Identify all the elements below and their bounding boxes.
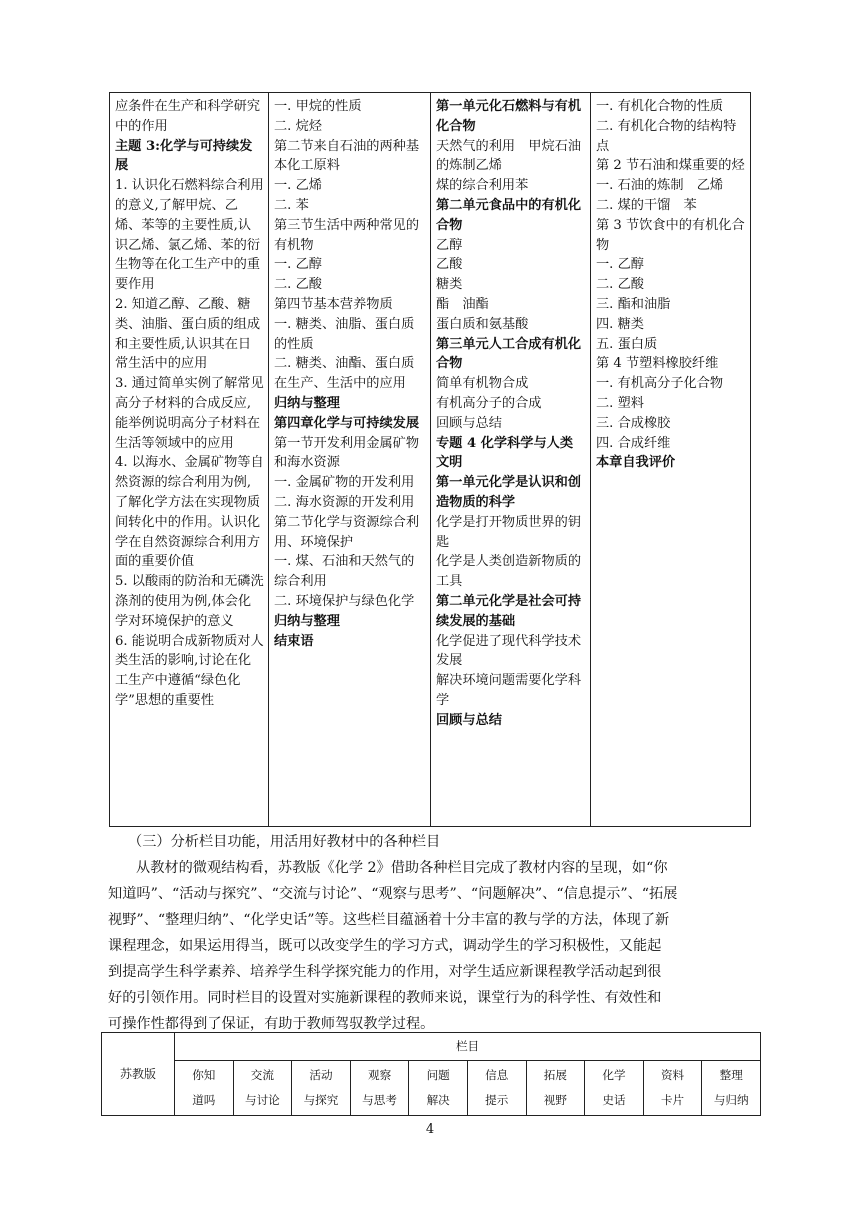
cell-line: 一. 甲烷的性质: [274, 99, 362, 114]
cell-line: 一. 糖类、油脂、蛋白质的性质: [274, 316, 415, 352]
column-item-cell: [702, 1061, 761, 1116]
cell-line: 五. 蛋白质: [596, 336, 658, 352]
section-title: 结束语: [274, 633, 314, 649]
cell-line: 煤的综合利用苯: [436, 178, 529, 194]
column-item-cell: [175, 1061, 234, 1116]
cell-line: 一. 石油的炼制 乙烯: [596, 178, 724, 194]
paragraph-line: 到提高学生科学素养、培养学生科学探究能力的作用，对学生适应新课程教学活动起到很: [108, 964, 662, 980]
table-row: [102, 1061, 761, 1116]
cell-line: 第二节化学与资源综合利用、环境保护: [274, 514, 420, 550]
cell-line: 第 4 节塑料橡胶纤维: [596, 356, 719, 372]
cell-line: 一. 煤、石油和天然气的综合利用: [274, 554, 415, 590]
column-item-line: 与思考: [362, 1093, 397, 1107]
cell-line: 二. 环境保护与绿色化学: [274, 593, 415, 609]
column-item-cell: [233, 1061, 292, 1116]
cell-line: 一. 金属矿物的开发利用: [274, 475, 415, 491]
column-item-line: 化学: [602, 1068, 626, 1082]
cell-line: 二. 海水资源的开发利用: [274, 494, 415, 510]
column-item-line: 问题: [426, 1068, 450, 1082]
section-title: 第四章化学与可持续发展: [274, 415, 420, 431]
cell-line: 乙醇: [436, 237, 463, 253]
paragraph-line: 好的引领作用。同时栏目的设置对实施新课程的教师来说，课堂行为的科学性、有效性和: [108, 990, 662, 1006]
column-item-line: 观察: [367, 1068, 392, 1082]
section-title: 第二单元食品中的有机化合物: [436, 197, 582, 233]
section-title: 归纳与整理: [274, 613, 340, 629]
column-item-cell: [467, 1061, 526, 1116]
column-item-cell: [292, 1061, 351, 1116]
column-item-line: 解决: [426, 1093, 450, 1107]
cell-line: 三. 合成橡胶: [596, 415, 671, 431]
cell-line: 第四节基本营养物质: [274, 296, 393, 312]
cell-line: 解决环境问题需要化学科学: [436, 673, 582, 708]
column-item-line: 道吗: [192, 1093, 216, 1107]
column-item-line: 卡片: [660, 1093, 685, 1107]
column-item-line: 史话: [602, 1093, 626, 1107]
column-item-line: 整理: [719, 1068, 743, 1082]
cell-line: 5. 以酸雨的防治和无磷洗涤剂的使用为例,体会化学对环境保护的意义: [115, 574, 264, 629]
section-title: 第一单元化石燃料与有机化合物: [436, 99, 582, 134]
cell-line: 二. 糖类、油酯、蛋白质在生产、生活中的应用: [274, 356, 415, 392]
section-title: 专题 4 化学科学与人类文明: [436, 435, 574, 471]
cell-line: 二. 乙酸: [274, 277, 322, 293]
renjiao-edition-column-cell: [269, 93, 431, 827]
paragraph-line: 从教材的微观结构看，苏教版《化学 2》借助各种栏目完成了教材内容的呈现，如“你: [136, 860, 668, 876]
cell-line: 回顾与总结: [436, 415, 502, 431]
section-title: 第二单元化学是社会可持续发展的基础: [436, 593, 582, 629]
cell-line: 二. 塑料: [596, 395, 644, 411]
section-title: 主题 3:化学与可持续发展: [115, 138, 253, 174]
column-item-line: 提示: [485, 1093, 509, 1107]
cell-line: 第 3 节饮食中的有机化合物: [596, 217, 745, 253]
cell-line: 第一节开发利用金属矿物和海水资源: [274, 435, 420, 471]
cell-line: 蛋白质和氨基酸: [436, 316, 529, 332]
cell-line: 1. 认识化石燃料综合利用的意义,了解甲烷、乙烯、苯等的主要性质,认识乙烯、氯乙烯、苯的衍生物等在化工生产中的重要作用: [115, 178, 264, 293]
cell-line: 一. 乙醇: [274, 257, 322, 273]
column-item-line: 与讨论: [244, 1093, 280, 1107]
cell-line: 6. 能说明合成新物质对人类生活的影响,讨论在化工生产中遵循“绿色化学”思想的重要性: [115, 633, 264, 708]
column-item-cell: [350, 1061, 409, 1116]
cell-line: 乙酸: [436, 257, 463, 273]
column-item-cell: [643, 1061, 702, 1116]
column-item-line: 你知: [192, 1068, 216, 1082]
cell-line: 第二节来自石油的两种基本化工原料: [274, 138, 420, 174]
cell-line: 三. 酯和油脂: [596, 296, 671, 312]
columns-header-cell: 栏目: [175, 1033, 761, 1061]
paragraph-line: 可操作性都得到了保证，有助于教师驾驭教学过程。: [108, 1016, 435, 1032]
cell-line: 一. 乙烯: [274, 178, 322, 194]
cell-line: 应条件在生产和科学研究中的作用: [115, 99, 261, 134]
lujiao-edition-column-cell: [591, 93, 751, 827]
column-item-line: 拓展: [543, 1068, 567, 1082]
sujiao-edition-column-cell: [431, 93, 591, 827]
edition-cell: 苏教版: [102, 1033, 175, 1116]
cell-line: 简单有机物合成: [436, 376, 529, 392]
paragraph-line: 课程理念，如果运用得当，既可以改变学生的学习方式，调动学生的学习积极性，又能起: [108, 938, 662, 954]
cell-line: 酯 油酯: [436, 296, 489, 312]
column-item-line: 视野: [543, 1093, 567, 1107]
column-item-line: 信息: [485, 1068, 509, 1082]
cell-line: 化学是人类创造新物质的工具: [436, 554, 582, 590]
table-row: [110, 93, 751, 827]
cell-line: 四. 糖类: [596, 316, 644, 332]
cell-line: 有机高分子的合成: [436, 395, 542, 411]
cell-line: 一. 有机高分子化合物: [596, 376, 724, 392]
column-item-line: 活动: [309, 1068, 333, 1082]
cell-line: 二. 苯: [274, 197, 309, 213]
cell-line: 第 2 节石油和煤重要的烃: [596, 158, 745, 174]
section-title: 本章自我评价: [596, 455, 676, 471]
cell-line: 二. 有机化合物的结构特点: [596, 118, 737, 154]
column-item-cell: [526, 1061, 585, 1116]
cell-line: 二. 乙酸: [596, 277, 644, 293]
paragraph-line: 视野”、“整理归纳”、“化学史话”等。这些栏目蕴涵着十分丰富的教与学的方法，体现了新: [108, 912, 670, 928]
cell-line: 二. 煤的干馏 苯: [596, 197, 697, 213]
page-number: 4: [425, 1122, 435, 1137]
column-item-line: 与归纳: [713, 1093, 749, 1107]
curriculum-comparison-table: [109, 92, 751, 827]
paragraph-line: 知道吗”、“活动与探究”、“交流与讨论”、“观察与思考”、“问题解决”、“信息提示”、“拓展: [108, 886, 678, 902]
column-item-line: 与探究: [303, 1093, 339, 1107]
section-text: [108, 829, 751, 1037]
cell-line: 化学是打开物质世界的钥匙: [436, 514, 582, 550]
section-heading: （三）分析栏目功能，用活用好教材中的各种栏目: [128, 834, 441, 850]
cell-line: 2. 知道乙醇、乙酸、糖类、油脂、蛋白质的组成和主要性质,认识其在日常生活中的应用: [115, 296, 261, 372]
cell-line: 4. 以海水、金属矿物等自然资源的综合利用为例,了解化学方法在实现物质间转化中的作用。认识化学在自然资源综合利用方面的重要价值: [115, 455, 264, 570]
column-item-cell: [409, 1061, 468, 1116]
column-item-cell: [585, 1061, 644, 1116]
section-title: 回顾与总结: [436, 712, 502, 728]
cell-line: 化学促进了现代科学技术发展: [436, 633, 582, 669]
textbook-columns-table: [101, 1032, 761, 1116]
column-item-line: 交流: [250, 1068, 274, 1082]
section-title: 归纳与整理: [274, 395, 340, 411]
cell-line: 一. 有机化合物的性质: [596, 99, 724, 114]
cell-line: 四. 合成纤维: [596, 435, 671, 451]
cell-line: 3. 通过简单实例了解常见高分子材料的合成反应,能举例说明高分子材料在生活等领域中的应用: [115, 376, 264, 451]
section-title: 第三单元人工合成有机化合物: [436, 336, 582, 372]
cell-line: 第三节生活中两种常见的有机物: [274, 217, 420, 253]
cell-line: 糖类: [436, 277, 463, 293]
cell-line: 天然气的利用 甲烷石油的炼制乙烯: [436, 138, 582, 174]
column-item-line: 资料: [660, 1068, 685, 1082]
standards-column-cell: [110, 93, 269, 827]
table-row: [102, 1033, 761, 1061]
cell-line: 二. 烷烃: [274, 118, 322, 134]
cell-line: 一. 乙醇: [596, 257, 644, 273]
section-title: 第一单元化学是认识和创造物质的科学: [436, 475, 582, 510]
